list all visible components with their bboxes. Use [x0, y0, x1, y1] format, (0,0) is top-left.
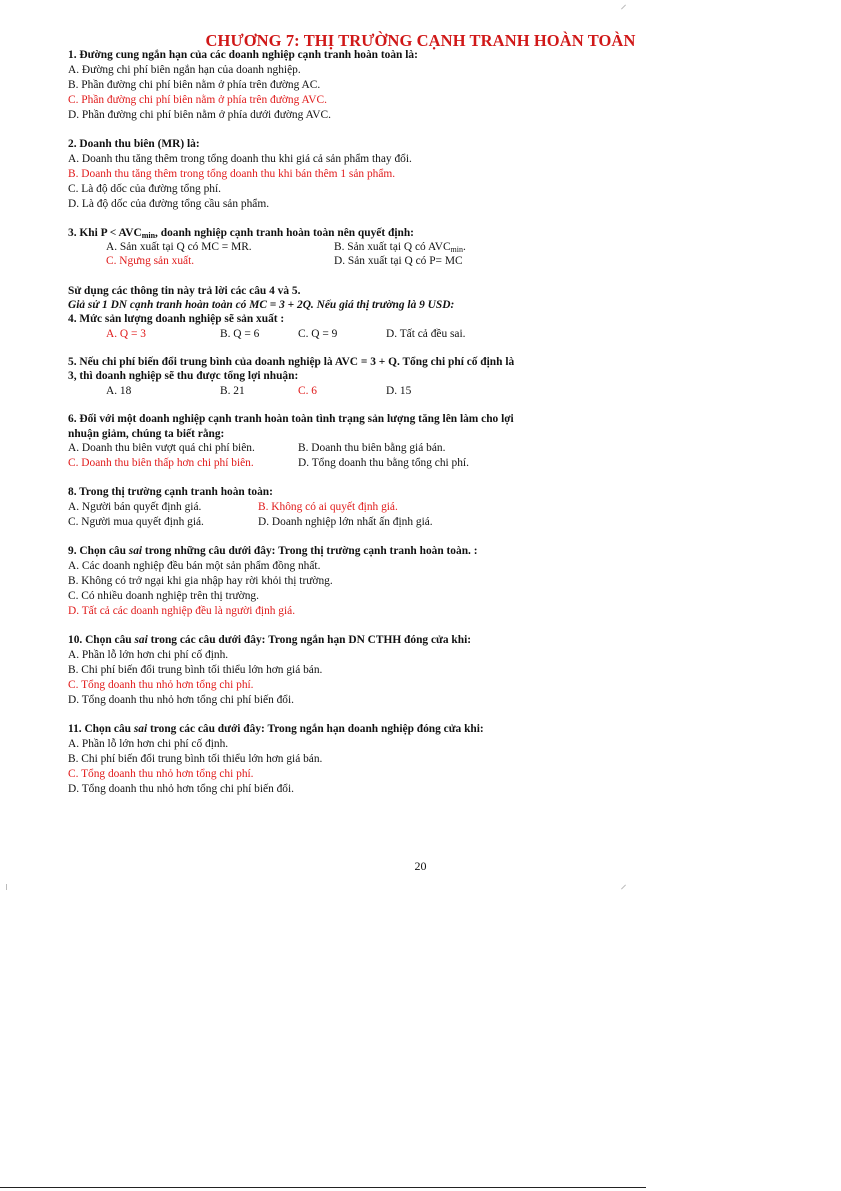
question-10-option-d: D. Tổng doanh thu nhỏ hơn tổng chi phí biến đổi. — [68, 694, 295, 706]
question-3-option-c-answer: C. Ngưng sản xuất. — [106, 255, 195, 267]
question-5-option-c-answer: C. 6 — [298, 385, 317, 397]
question-10-option-c-answer: C. Tổng doanh thu nhỏ hơn tổng chi phí. — [68, 679, 254, 691]
question-11-option-b: B. Chi phí biến đổi trung bình tối thiểu lớn hơn giá bán. — [68, 753, 323, 765]
chapter-title: CHƯƠNG 7: THỊ TRƯỜNG CẠNH TRANH HOÀN TOÀN — [205, 31, 636, 50]
question-1-stem: 1. Đường cung ngắn hạn của các doanh nghiệp cạnh tranh hoàn toàn là: — [68, 49, 418, 61]
question-8-option-b-answer: B. Không có ai quyết định giá. — [258, 501, 398, 513]
question-8-option-c: C. Người mua quyết định giá. — [68, 516, 204, 528]
question-5-stem-line-2: 3, thì doanh nghiệp sẽ thu được tổng lợi nhuận: — [68, 370, 299, 382]
question-8-option-d: D. Doanh nghiệp lớn nhất ấn định giá. — [258, 516, 433, 528]
question-6-option-a: A. Doanh thu biên vượt quá chi phí biên. — [68, 442, 255, 454]
crop-mark — [6, 884, 7, 890]
question-1-option-c-answer: C. Phần đường chi phí biên nằm ở phía trên đường AVC. — [68, 94, 327, 106]
question-5-option-b: B. 21 — [220, 385, 245, 397]
footer-rule — [0, 1187, 646, 1188]
question-3-option-d: D. Sản xuất tại Q có P= MC — [334, 255, 463, 267]
question-1-option-d: D. Phần đường chi phí biên nằm ở phía dưới đường AVC. — [68, 109, 331, 121]
question-1-option-b: B. Phần đường chi phí biên nằm ở phía trên đường AC. — [68, 79, 321, 91]
question-9-option-d-answer: D. Tất cả các doanh nghiệp đều là người định giá. — [68, 605, 296, 617]
question-10-option-a: A. Phần lỗ lớn hơn chi phí cố định. — [68, 649, 229, 661]
question-2-option-d: D. Là độ dốc của đường tổng cầu sản phẩm. — [68, 198, 270, 210]
question-11-option-a: A. Phần lỗ lớn hơn chi phí cố định. — [68, 738, 229, 750]
question-9-stem: 9. Chọn câu sai trong những câu dưới đây: Trong thị trường cạnh tranh hoàn toàn. : — [68, 545, 478, 557]
question-10-stem: 10. Chọn câu sai trong các câu dưới đây: Trong ngắn hạn DN CTHH đóng cửa khi: — [68, 634, 472, 646]
question-6-option-d: D. Tổng doanh thu bằng tổng chi phí. — [298, 457, 469, 469]
question-5-stem-line-1: 5. Nếu chi phí biến đổi trung bình của doanh nghiệp là AVC = 3 + Q. Tổng chi phí cố định là — [68, 356, 515, 368]
question-9-option-b: B. Không có trở ngại khi gia nhập hay rời khỏi thị trường. — [68, 575, 333, 587]
question-6-option-c-answer: C. Doanh thu biên thấp hơn chi phí biên. — [68, 457, 254, 469]
question-2-option-b-answer: B. Doanh thu tăng thêm trong tổng doanh thu khi bán thêm 1 sản phẩm. — [68, 168, 396, 180]
question-3-stem: 3. Khi $P < AVC_{min}$, doanh nghiệp cạnh tranh hoàn toàn nên quyết định: — [68, 227, 414, 240]
question-6-option-b: B. Doanh thu biên bằng giá bán. — [298, 442, 446, 454]
question-2-stem: 2. Doanh thu biên (MR) là: — [68, 138, 200, 150]
question-3-option-b: B. Sản xuất tại Q có $AVC_{min}$. — [334, 241, 466, 254]
question-5-option-d: D. 15 — [386, 385, 412, 397]
question-1-option-a: A. Đường chi phí biên ngắn hạn của doanh nghiệp. — [68, 64, 301, 76]
question-11-option-c-answer: C. Tổng doanh thu nhỏ hơn tổng chi phí. — [68, 768, 254, 780]
question-9-option-c: C. Có nhiều doanh nghiệp trên thị trường. — [68, 590, 259, 602]
question-6-stem-line-1: 6. Đối với một doanh nghiệp cạnh tranh hoàn toàn tình trạng sản lượng tăng lên làm cho lợi — [68, 413, 514, 425]
question-5-option-a: A. 18 — [106, 385, 132, 397]
question-4-option-c: C. Q = 9 — [298, 328, 338, 340]
question-4-stem: 4. Mức sản lượng doanh nghiệp sẽ sản xuất : — [68, 313, 285, 325]
question-10-option-b: B. Chi phí biến đổi trung bình tối thiểu lớn hơn giá bán. — [68, 664, 323, 676]
question-4-option-d: D. Tất cả đều sai. — [386, 328, 466, 340]
question-3-option-a: A. Sản xuất tại Q có MC = MR. — [106, 241, 252, 253]
page-number: 20 — [414, 859, 427, 873]
info-assumption: Giả sử 1 DN cạnh tranh hoàn toàn có MC = 3 + 2Q. Nếu giá thị trường là 9 USD: — [68, 299, 455, 311]
info-instruction: Sử dụng các thông tin này trả lời các câu 4 và 5. — [68, 285, 301, 297]
question-11-option-d: D. Tổng doanh thu nhỏ hơn tổng chi phí biến đổi. — [68, 783, 295, 795]
question-2-option-a: A. Doanh thu tăng thêm trong tổng doanh thu khi giá cả sản phẩm thay đổi. — [68, 153, 412, 165]
crop-mark — [621, 5, 626, 10]
question-8-option-a: A. Người bán quyết định giá. — [68, 501, 202, 513]
question-9-option-a: A. Các doanh nghiệp đều bán một sản phẩm đồng nhất. — [68, 560, 321, 572]
crop-mark — [621, 885, 626, 890]
question-4-option-a-answer: A. Q = 3 — [106, 328, 146, 340]
question-8-stem: 8. Trong thị trường cạnh tranh hoàn toàn: — [68, 486, 273, 498]
question-11-stem: 11. Chọn câu sai trong các câu dưới đây: Trong ngắn hạn doanh nghiệp đóng cửa khi: — [68, 723, 484, 735]
question-2-option-c: C. Là độ dốc của đường tổng phí. — [68, 183, 221, 195]
question-4-option-b: B. Q = 6 — [220, 328, 260, 340]
question-6-stem-line-2: nhuận giảm, chúng ta biết rằng: — [68, 428, 225, 440]
